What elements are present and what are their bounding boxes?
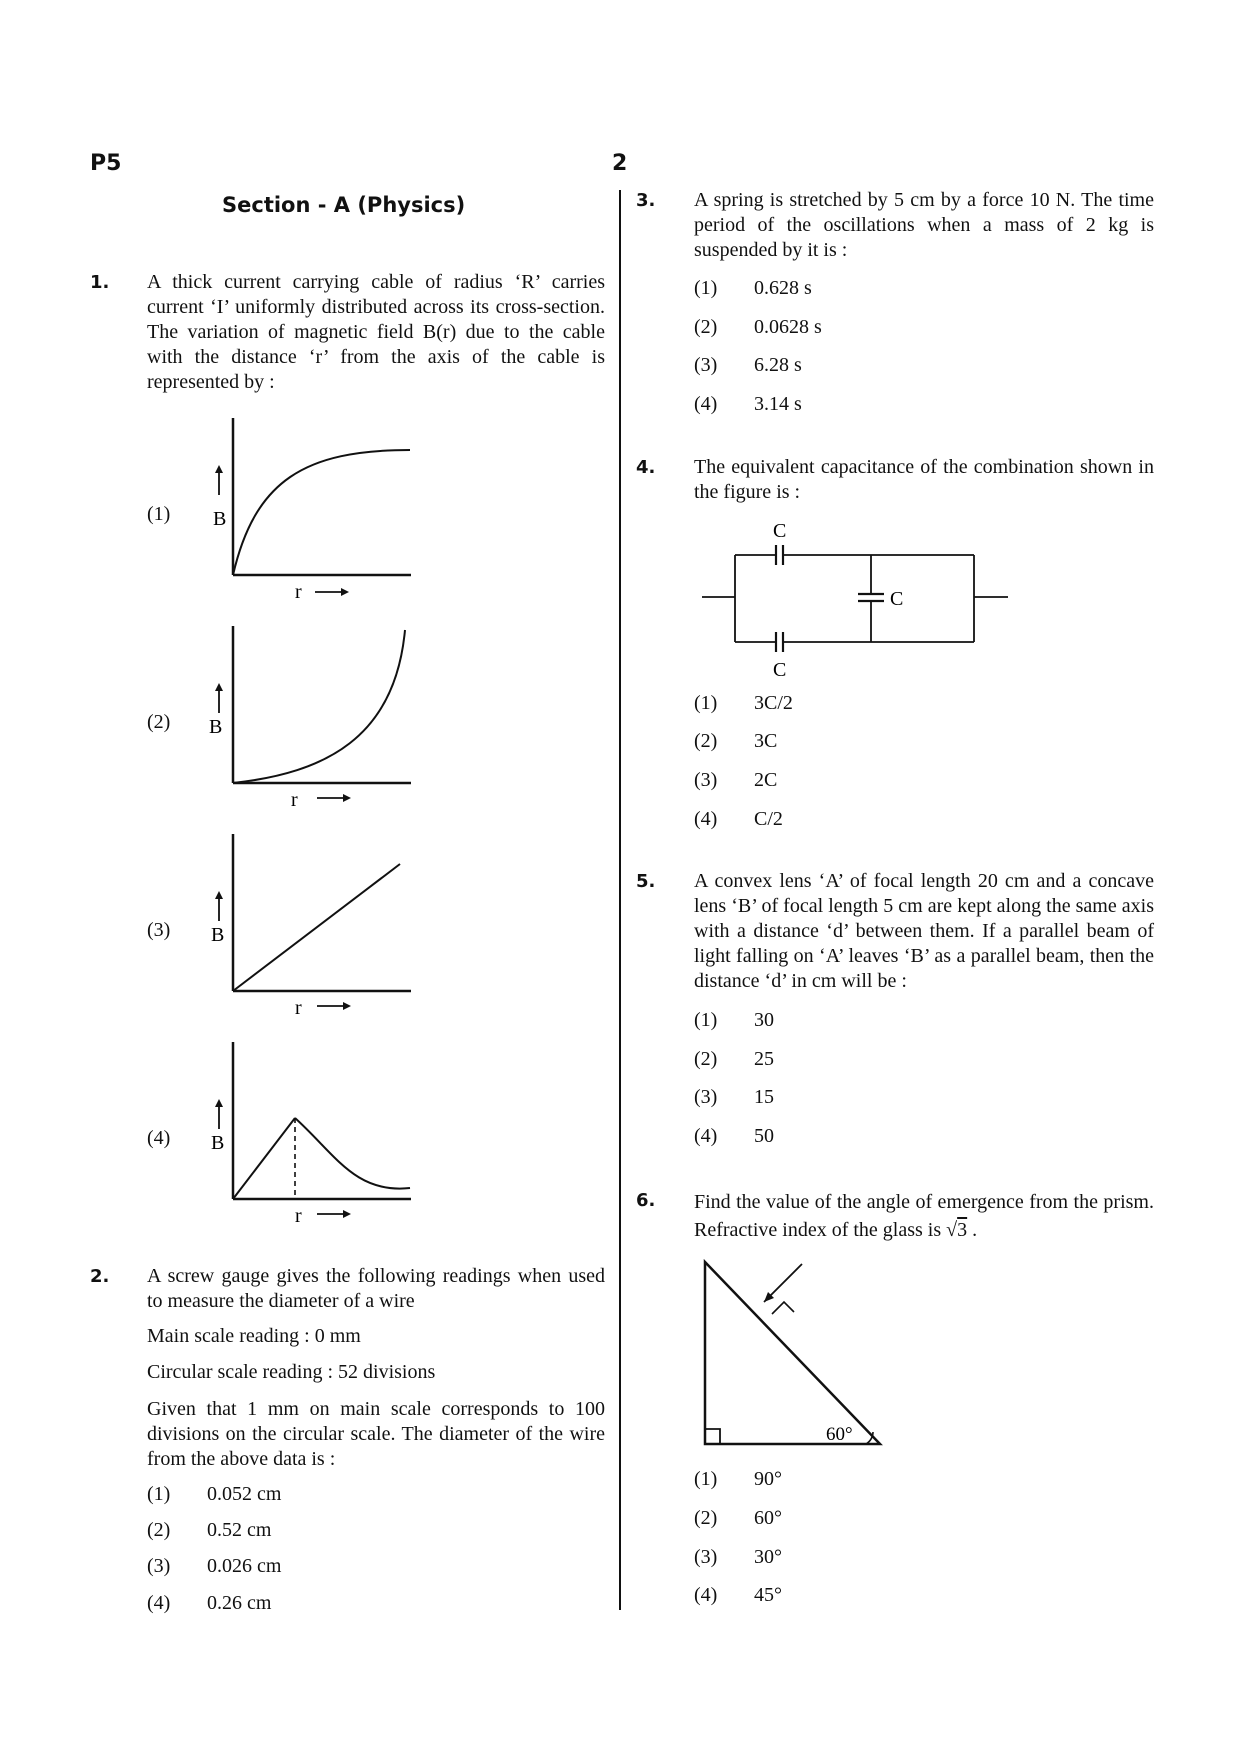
section-title: Section - A (Physics) xyxy=(222,193,466,217)
question-5-option-1[interactable] xyxy=(694,1008,994,1032)
option-number: (1) xyxy=(694,1009,718,1031)
question-6-option-1[interactable] xyxy=(694,1467,994,1491)
option-number: (4) xyxy=(694,1125,718,1147)
question-6-text-after: . xyxy=(972,1219,978,1241)
question-4-option-4[interactable] xyxy=(694,807,994,831)
question-5-number: 5. xyxy=(636,871,656,892)
option-number: (2) xyxy=(694,730,718,752)
question-2-option-2[interactable] xyxy=(147,1518,447,1542)
graph-3-x-label: r xyxy=(295,997,302,1019)
option-value: 30 xyxy=(754,1009,774,1031)
capacitor-bottom-label: C xyxy=(773,659,787,681)
option-number: (1) xyxy=(694,1468,718,1490)
option-number: (4) xyxy=(147,1592,171,1614)
question-3-number: 3. xyxy=(636,190,656,211)
option-number: (2) xyxy=(694,1048,718,1070)
question-2-main-scale: Main scale reading : 0 mm xyxy=(147,1325,361,1347)
option-number: (3) xyxy=(694,1086,718,1108)
option-value: 3.14 s xyxy=(754,393,802,415)
question-1-option-3-label[interactable]: (3) xyxy=(147,919,171,941)
option-value: 30° xyxy=(754,1546,782,1568)
graph-1-y-label: B xyxy=(213,508,227,530)
question-5-option-4[interactable] xyxy=(694,1124,994,1148)
capacitor-middle-label: C xyxy=(890,588,904,610)
question-3-option-4[interactable] xyxy=(694,392,994,416)
option-value: 0.026 cm xyxy=(207,1555,282,1577)
question-2-number: 2. xyxy=(90,1266,110,1287)
graph-2-y-label: B xyxy=(209,716,223,738)
question-4-option-2[interactable] xyxy=(694,729,994,753)
graph-3-y-label: B xyxy=(211,924,225,946)
option-number: (4) xyxy=(694,393,718,415)
question-6-option-3[interactable] xyxy=(694,1545,994,1569)
option-number: (3) xyxy=(694,769,718,791)
option-value: 0.0628 s xyxy=(754,316,822,338)
question-4-circuit-diagram xyxy=(690,515,1020,685)
column-divider xyxy=(619,190,621,1610)
question-3-option-2[interactable] xyxy=(694,315,994,339)
option-number: (2) xyxy=(694,1507,718,1529)
question-2-circular-scale: Circular scale reading : 52 divisions xyxy=(147,1361,436,1383)
option-value: 0.052 cm xyxy=(207,1483,282,1505)
option-value: 0.26 cm xyxy=(207,1592,272,1614)
option-number: (2) xyxy=(147,1519,171,1541)
option-value: 25 xyxy=(754,1048,774,1070)
question-1-graph-2 xyxy=(195,618,425,818)
paper-code: P5 xyxy=(90,151,122,176)
option-number: (3) xyxy=(147,1555,171,1577)
question-4-number: 4. xyxy=(636,457,656,478)
question-6-text-before: Find the value of the angle of emergence from the prism. Refractive index of the glass is xyxy=(694,1191,1154,1241)
question-1-option-1-label[interactable]: (1) xyxy=(147,503,171,525)
question-3-option-3[interactable] xyxy=(694,353,994,377)
question-2-option-3[interactable] xyxy=(147,1554,447,1578)
option-number: (1) xyxy=(694,692,718,714)
option-value: 45° xyxy=(754,1584,782,1606)
option-value: 6.28 s xyxy=(754,354,802,376)
question-6-option-2[interactable] xyxy=(694,1506,994,1530)
capacitor-top-label: C xyxy=(773,520,787,542)
option-value: 0.52 cm xyxy=(207,1519,272,1541)
graph-4-x-label: r xyxy=(295,1205,302,1227)
question-4-option-1[interactable] xyxy=(694,691,994,715)
question-5-text: A convex lens ‘A’ of focal length 20 cm and a concave lens ‘B’ of focal length 5 cm are kept along the same axis with a distance ‘d’ between them. If a parallel beam of light falling on ‘A’ leaves ‘B’ as a parallel beam, then the distance ‘d’ in cm will be : xyxy=(694,870,1154,992)
option-value: 90° xyxy=(754,1468,782,1490)
question-6-text xyxy=(694,1188,1154,1244)
question-5-option-3[interactable] xyxy=(694,1085,994,1109)
question-2-text: A screw gauge gives the following readings when used to measure the diameter of a wire xyxy=(147,1265,605,1312)
prism-angle-label: 60° xyxy=(826,1424,853,1445)
question-1-text: A thick current carrying cable of radius ‘R’ carries current ‘I’ uniformly distributed across its cross-section. The variation of magnetic field B(r) due to the cable with the distance ‘r’ from the axis of the cable is represented by : xyxy=(147,271,605,393)
question-2-option-1[interactable] xyxy=(147,1482,447,1506)
question-3-text: A spring is stretched by 5 cm by a force 10 N. The time period of the oscillations when a mass of 2 kg is suspended by it is : xyxy=(694,189,1154,261)
question-6-prism-diagram xyxy=(690,1252,910,1452)
graph-4-y-label: B xyxy=(211,1132,225,1154)
question-2-option-4[interactable] xyxy=(147,1591,447,1615)
option-number: (4) xyxy=(694,1584,718,1606)
option-value: 3C/2 xyxy=(754,692,793,714)
option-value: 15 xyxy=(754,1086,774,1108)
question-1-option-4-label[interactable]: (4) xyxy=(147,1127,171,1149)
question-4-option-3[interactable] xyxy=(694,768,994,792)
question-2-given: Given that 1 mm on main scale corresponds to 100 divisions on the circular scale. The diameter of the wire from the above data is : xyxy=(147,1398,605,1470)
sqrt-symbol: √ xyxy=(946,1219,958,1241)
question-1-graph-4 xyxy=(195,1034,425,1234)
question-6-number: 6. xyxy=(636,1190,656,1211)
option-number: (1) xyxy=(694,277,718,299)
question-4-text: The equivalent capacitance of the combination shown in the figure is : xyxy=(694,456,1154,503)
question-5-option-2[interactable] xyxy=(694,1047,994,1071)
question-1-graph-1 xyxy=(195,410,425,610)
option-value: 0.628 s xyxy=(754,277,812,299)
option-number: (3) xyxy=(694,1546,718,1568)
graph-2-x-label: r xyxy=(291,789,298,811)
graph-1-x-label: r xyxy=(295,581,302,603)
option-number: (3) xyxy=(694,354,718,376)
page-number: 2 xyxy=(612,151,628,176)
option-value: 50 xyxy=(754,1125,774,1147)
option-value: C/2 xyxy=(754,808,783,830)
option-value: 3C xyxy=(754,730,778,752)
question-1-option-2-label[interactable]: (2) xyxy=(147,711,171,733)
option-number: (1) xyxy=(147,1483,171,1505)
option-value: 2C xyxy=(754,769,778,791)
option-number: (4) xyxy=(694,808,718,830)
question-3-option-1[interactable] xyxy=(694,276,994,300)
question-1-graph-3 xyxy=(195,826,425,1026)
option-value: 60° xyxy=(754,1507,782,1529)
question-6-option-4[interactable] xyxy=(694,1583,994,1607)
sqrt-value: 3 xyxy=(957,1219,968,1241)
question-1-number: 1. xyxy=(90,272,110,293)
option-number: (2) xyxy=(694,316,718,338)
